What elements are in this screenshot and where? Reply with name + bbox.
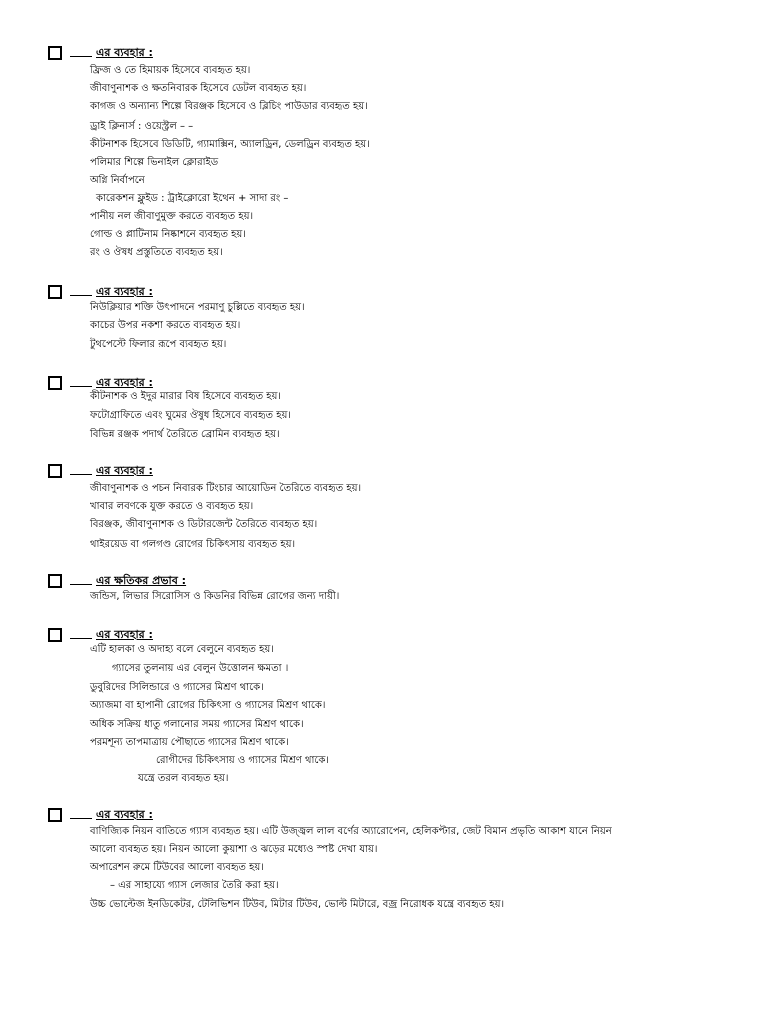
text-line: রং ও ঔষধ প্রস্তুতিতে ব্যবহৃত হয়। [90,247,223,258]
checkbox-bullet-icon [48,464,62,478]
text-line: এটি হালকা ও অদাহ্য বলে বেলুনে ব্যবহৃত হয়। [90,644,274,655]
section-title: এর ব্যবহার : [96,628,153,641]
checkbox-bullet-icon [48,46,62,60]
text-line: নিউক্লিয়ার শক্তি উৎপাদনে পরমাণু চুল্লিতে ব্যবহৃত হয়। [90,302,305,313]
text-line: খাবার লবণকে যুক্ত করতে ও ব্যবহৃত হয়। [90,501,254,512]
text-line: অপারেশন রুমে টিউবের আলো ব্যবহৃত হয়। [90,862,264,873]
text-line: ফ্রিজ ও তে হিমায়ক হিসেবে ব্যবহৃত হয়। [90,65,251,76]
checkbox-bullet-icon [48,628,62,642]
text-line: টুথপেস্টে ফিলার রূপে ব্যবহৃত হয়। [90,339,227,350]
section-title: এর ব্যবহার : [96,808,153,821]
checkbox-bullet-icon [48,808,62,822]
text-line: জীবাণুনাশক ও পচন নিবারক টিংচার আয়োডিন তৈরিতে ব্যবহৃত হয়। [90,483,362,494]
blank-underline [70,295,92,296]
text-line: ফটোগ্রাফিতে এবং ঘুমের ঔষুধ হিসেবে ব্যবহৃত হয়। [90,410,291,421]
blank-underline [70,818,92,819]
blank-underline [70,56,92,57]
text-line: কারেকশন ফ্লুইড : ট্রাইক্লোরো ইথেন + সাদা রং – [96,193,289,204]
text-line: বিরঞ্জক, জীবাণুনাশক ও ডিটারজেন্ট তৈরিতে ব্যবহৃত হয়। [90,519,318,530]
checkbox-bullet-icon [48,376,62,390]
section-title: এর ব্যবহার : [96,464,153,477]
blank-underline [70,386,92,387]
text-line: গ্যাসের তুলনায় এর বেলুন উত্তোলন ক্ষমতা । [112,663,289,674]
text-line: গোল্ড ও প্লাটিনাম নিষ্কাশনে ব্যবহৃত হয়। [90,229,246,240]
section-title: এর ব্যবহার : [96,285,153,298]
text-line: কাচের উপর নকশা করতে ব্যবহৃত হয়। [90,320,241,331]
text-line: অ্যাজমা বা হাপানী রোগের চিকিৎসা ও গ্যাসের মিশ্রণ থাকে। [90,700,326,711]
text-line: পরমশূন্য তাপমাত্রায় পৌছাতে গ্যাসের মিশ্রণ থাকে। [90,737,289,748]
blank-underline [70,638,92,639]
text-line: যন্ত্রে তরল ব্যবহৃত হয়। [138,773,229,784]
text-line: জীবাণুনাশক ও ক্ষতনিবারক হিসেবে ডেটল ব্যবহৃত হয়। [90,83,307,94]
text-line: রোগীদের চিকিৎসায় ও গ্যাসের মিশ্রণ থাকে। [156,755,329,766]
text-line: বাণিজ্যিক নিয়ন বাতিতে গ্যাস ব্যবহৃত হয়। এটি উজ্জ্বল লাল বর্ণের অ্যারোপেন, হেলিকপ্টার, জেট বিমান প্রভৃতি আকাশ যানে নিয়ন [90,826,612,837]
text-line: কাগজ ও অন্যান্য শিল্পে বিরঞ্জক হিসেবে ও ব্লিচিং পাউডার ব্যবহৃত হয়। [90,101,368,112]
text-line: কীটনাশক হিসেবে ডিডিটি, গ্যামাক্সিন, অ্যালড্রিন, ডেলড্রিন ব্যবহৃত হয়। [90,139,370,150]
text-line: পলিমার শিল্পে ভিনাইল ক্লোরাইড [90,157,219,168]
text-line: কীটনাশক ও ইদুর মারার বিষ হিসেবে ব্যবহৃত হয়। [90,391,282,402]
text-line: ডুবুরিদের সিলিন্ডারে ও গ্যাসের মিশ্রণ থাকে। [90,682,264,693]
section-title: এর ক্ষতিকর প্রভাব : [96,574,187,587]
text-line: – এর সাহায্যে গ্যাস লেজার তৈরি করা হয়। [110,880,279,891]
section-title: এর ব্যবহার : [96,46,153,59]
text-line: আলো ব্যবহৃত হয়। নিয়ন আলো কুয়াশা ও ঝড়ের মধ্যেও স্পষ্ট দেখা যায়। [90,844,378,855]
text-line: অগ্নি নির্বাপনে [90,175,145,186]
text-line: থাইরয়েড বা গলগণ্ড রোগের চিকিৎসায় ব্যবহৃত হয়। [90,539,296,550]
section-title: এর ব্যবহার : [96,376,153,389]
text-line: উচ্চ ভোল্টেজ ইনডিকেটর, টেলিভিশন টিউব, মিটার টিউব, ভোল্ট মিটারে, বজ্র নিরোধক যন্ত্রে ব্যবহৃত হয়। [90,899,505,910]
checkbox-bullet-icon [48,285,62,299]
text-line: বিভিন্ন রঞ্জক পদার্থ তৈরিতে ব্রোমিন ব্যবহৃত হয়। [90,429,280,440]
checkbox-bullet-icon [48,574,62,588]
text-line: পানীয় নল জীবাণুমুক্ত করতে ব্যবহৃত হয়। [90,211,254,222]
text-line: ড্রাই ক্লিনার্স : ওয়েস্ট্রল – – [90,121,194,132]
blank-underline [70,474,92,475]
text-line: অধিক সক্রিয় ধাতু গলানোর সময় গ্যাসের মিশ্রণ থাকে। [90,719,304,730]
blank-underline [70,584,92,585]
text-line: জন্ডিস, লিভার সিরোসিস ও কিডনির বিভিন্ন রোগের জন্য দায়ী। [90,591,340,602]
